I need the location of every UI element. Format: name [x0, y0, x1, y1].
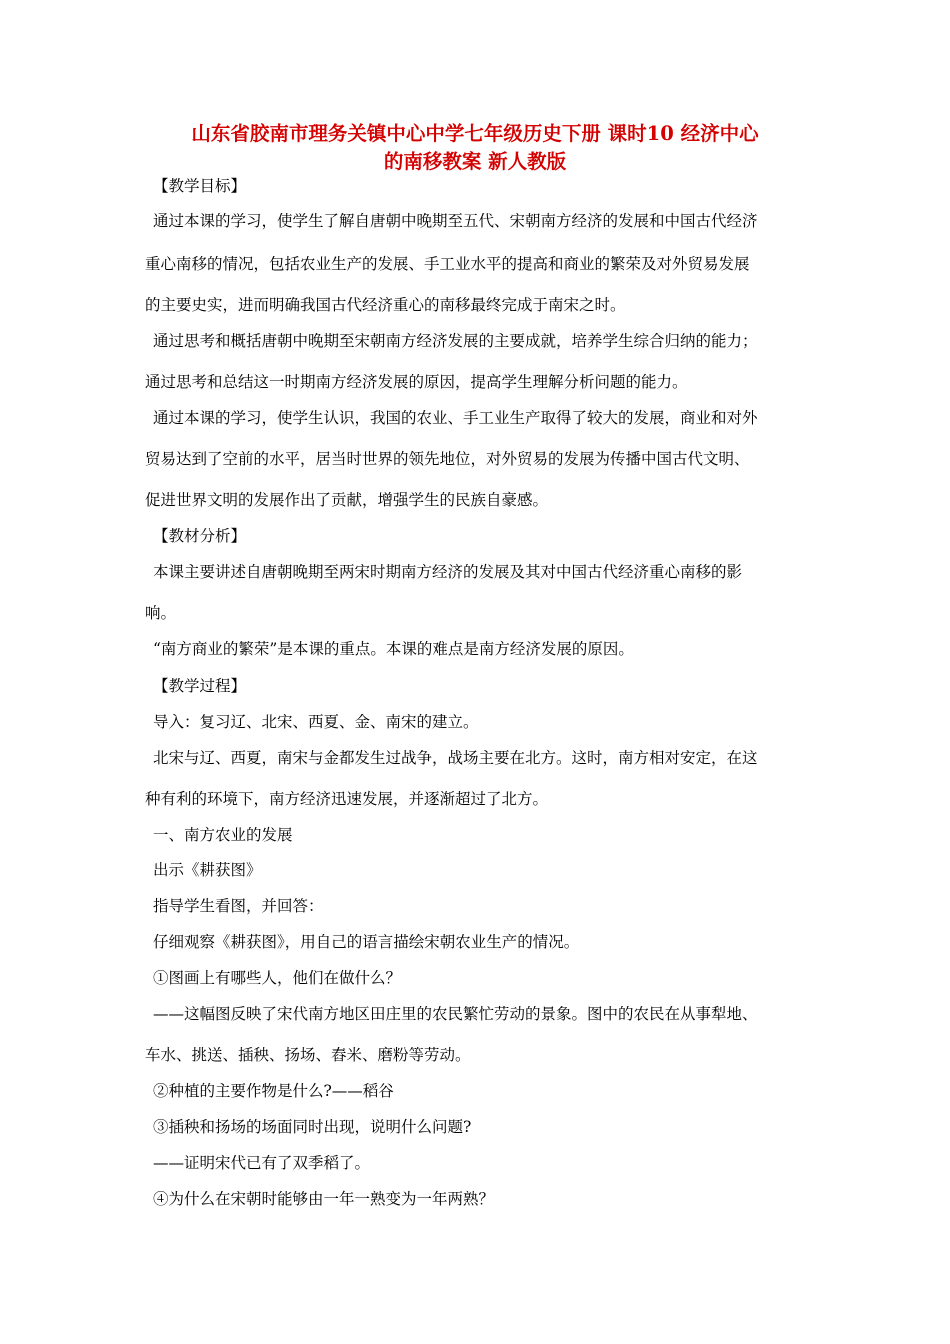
- text-line: 北宋与辽、西夏，南宋与金都发生过战争，战场主要在北方。这时，南方相对安定，在这: [153, 749, 758, 767]
- text-line: 一、南方农业的发展: [153, 826, 293, 844]
- text-line: 仔细观察《耕获图》，用自己的语言描绘宋朝农业生产的情况。: [153, 933, 580, 951]
- text-line: 通过本课的学习，使学生了解自唐朝中晚期至五代、宋朝南方经济的发展和中国古代经济: [153, 212, 758, 230]
- text-line: ①图画上有哪些人，他们在做什么？: [153, 969, 402, 987]
- text-line: 的主要史实，进而明确我国古代经济重心的南移最终完成于南宋之时。: [145, 296, 626, 314]
- section-heading: 【教材分析】: [153, 527, 247, 545]
- text-line: “南方商业的繁荣”是本课的重点。本课的难点是南方经济发展的原因。: [153, 640, 634, 658]
- text-line: 通过思考和概括唐朝中晚期至宋朝南方经济发展的主要成就，培养学生综合归纳的能力；: [153, 332, 758, 350]
- text-line: ——证明宋代已有了双季稻了。: [153, 1154, 371, 1172]
- section-heading: 【教学过程】: [153, 677, 247, 695]
- text-line: 出示《耕获图》: [153, 861, 262, 879]
- title-line-2: 的南移教案 新人教版: [383, 150, 567, 173]
- text-line: 促进世界文明的发展作出了贡献，增强学生的民族自豪感。: [145, 491, 549, 509]
- title-line-1: 山东省胶南市理务关镇中心中学七年级历史下册 课时10 经济中心: [191, 122, 759, 145]
- text-line: ③插秧和扬场的场面同时出现，说明什么问题?: [153, 1118, 472, 1136]
- text-line: 导入：复习辽、北宋、西夏、金、南宋的建立。: [153, 713, 479, 731]
- text-line: ——这幅图反映了宋代南方地区田庄里的农民繁忙劳动的景象。图中的农民在从事犁地、: [153, 1005, 758, 1023]
- text-line: ④为什么在宋朝时能够由一年一熟变为一年两熟？: [153, 1190, 495, 1208]
- text-line: 响。: [145, 604, 177, 622]
- text-line: 通过本课的学习，使学生认识，我国的农业、手工业生产取得了较大的发展，商业和对外: [153, 409, 758, 427]
- section-heading: 【教学目标】: [153, 177, 247, 195]
- text-line: 种有利的环境下，南方经济迅速发展，并逐渐超过了北方。: [145, 790, 549, 808]
- text-line: 本课主要讲述自唐朝晚期至两宋时期南方经济的发展及其对中国古代经济重心南移的影: [153, 563, 743, 581]
- text-line: 车水、挑送、插秧、扬场、舂米、磨粉等劳动。: [145, 1046, 471, 1064]
- document-title: [120, 120, 830, 176]
- text-line: ②种植的主要作物是什么?——稻谷: [153, 1082, 394, 1100]
- text-line: 重心南移的情况，包括农业生产的发展、手工业水平的提高和商业的繁荣及对外贸易发展: [145, 255, 750, 273]
- text-line: 指导学生看图，并回答：: [153, 897, 324, 915]
- text-line: 贸易达到了空前的水平，居当时世界的领先地位，对外贸易的发展为传播中国古代文明、: [145, 450, 750, 468]
- text-line: 通过思考和总结这一时期南方经济发展的原因，提高学生理解分析问题的能力。: [145, 373, 688, 391]
